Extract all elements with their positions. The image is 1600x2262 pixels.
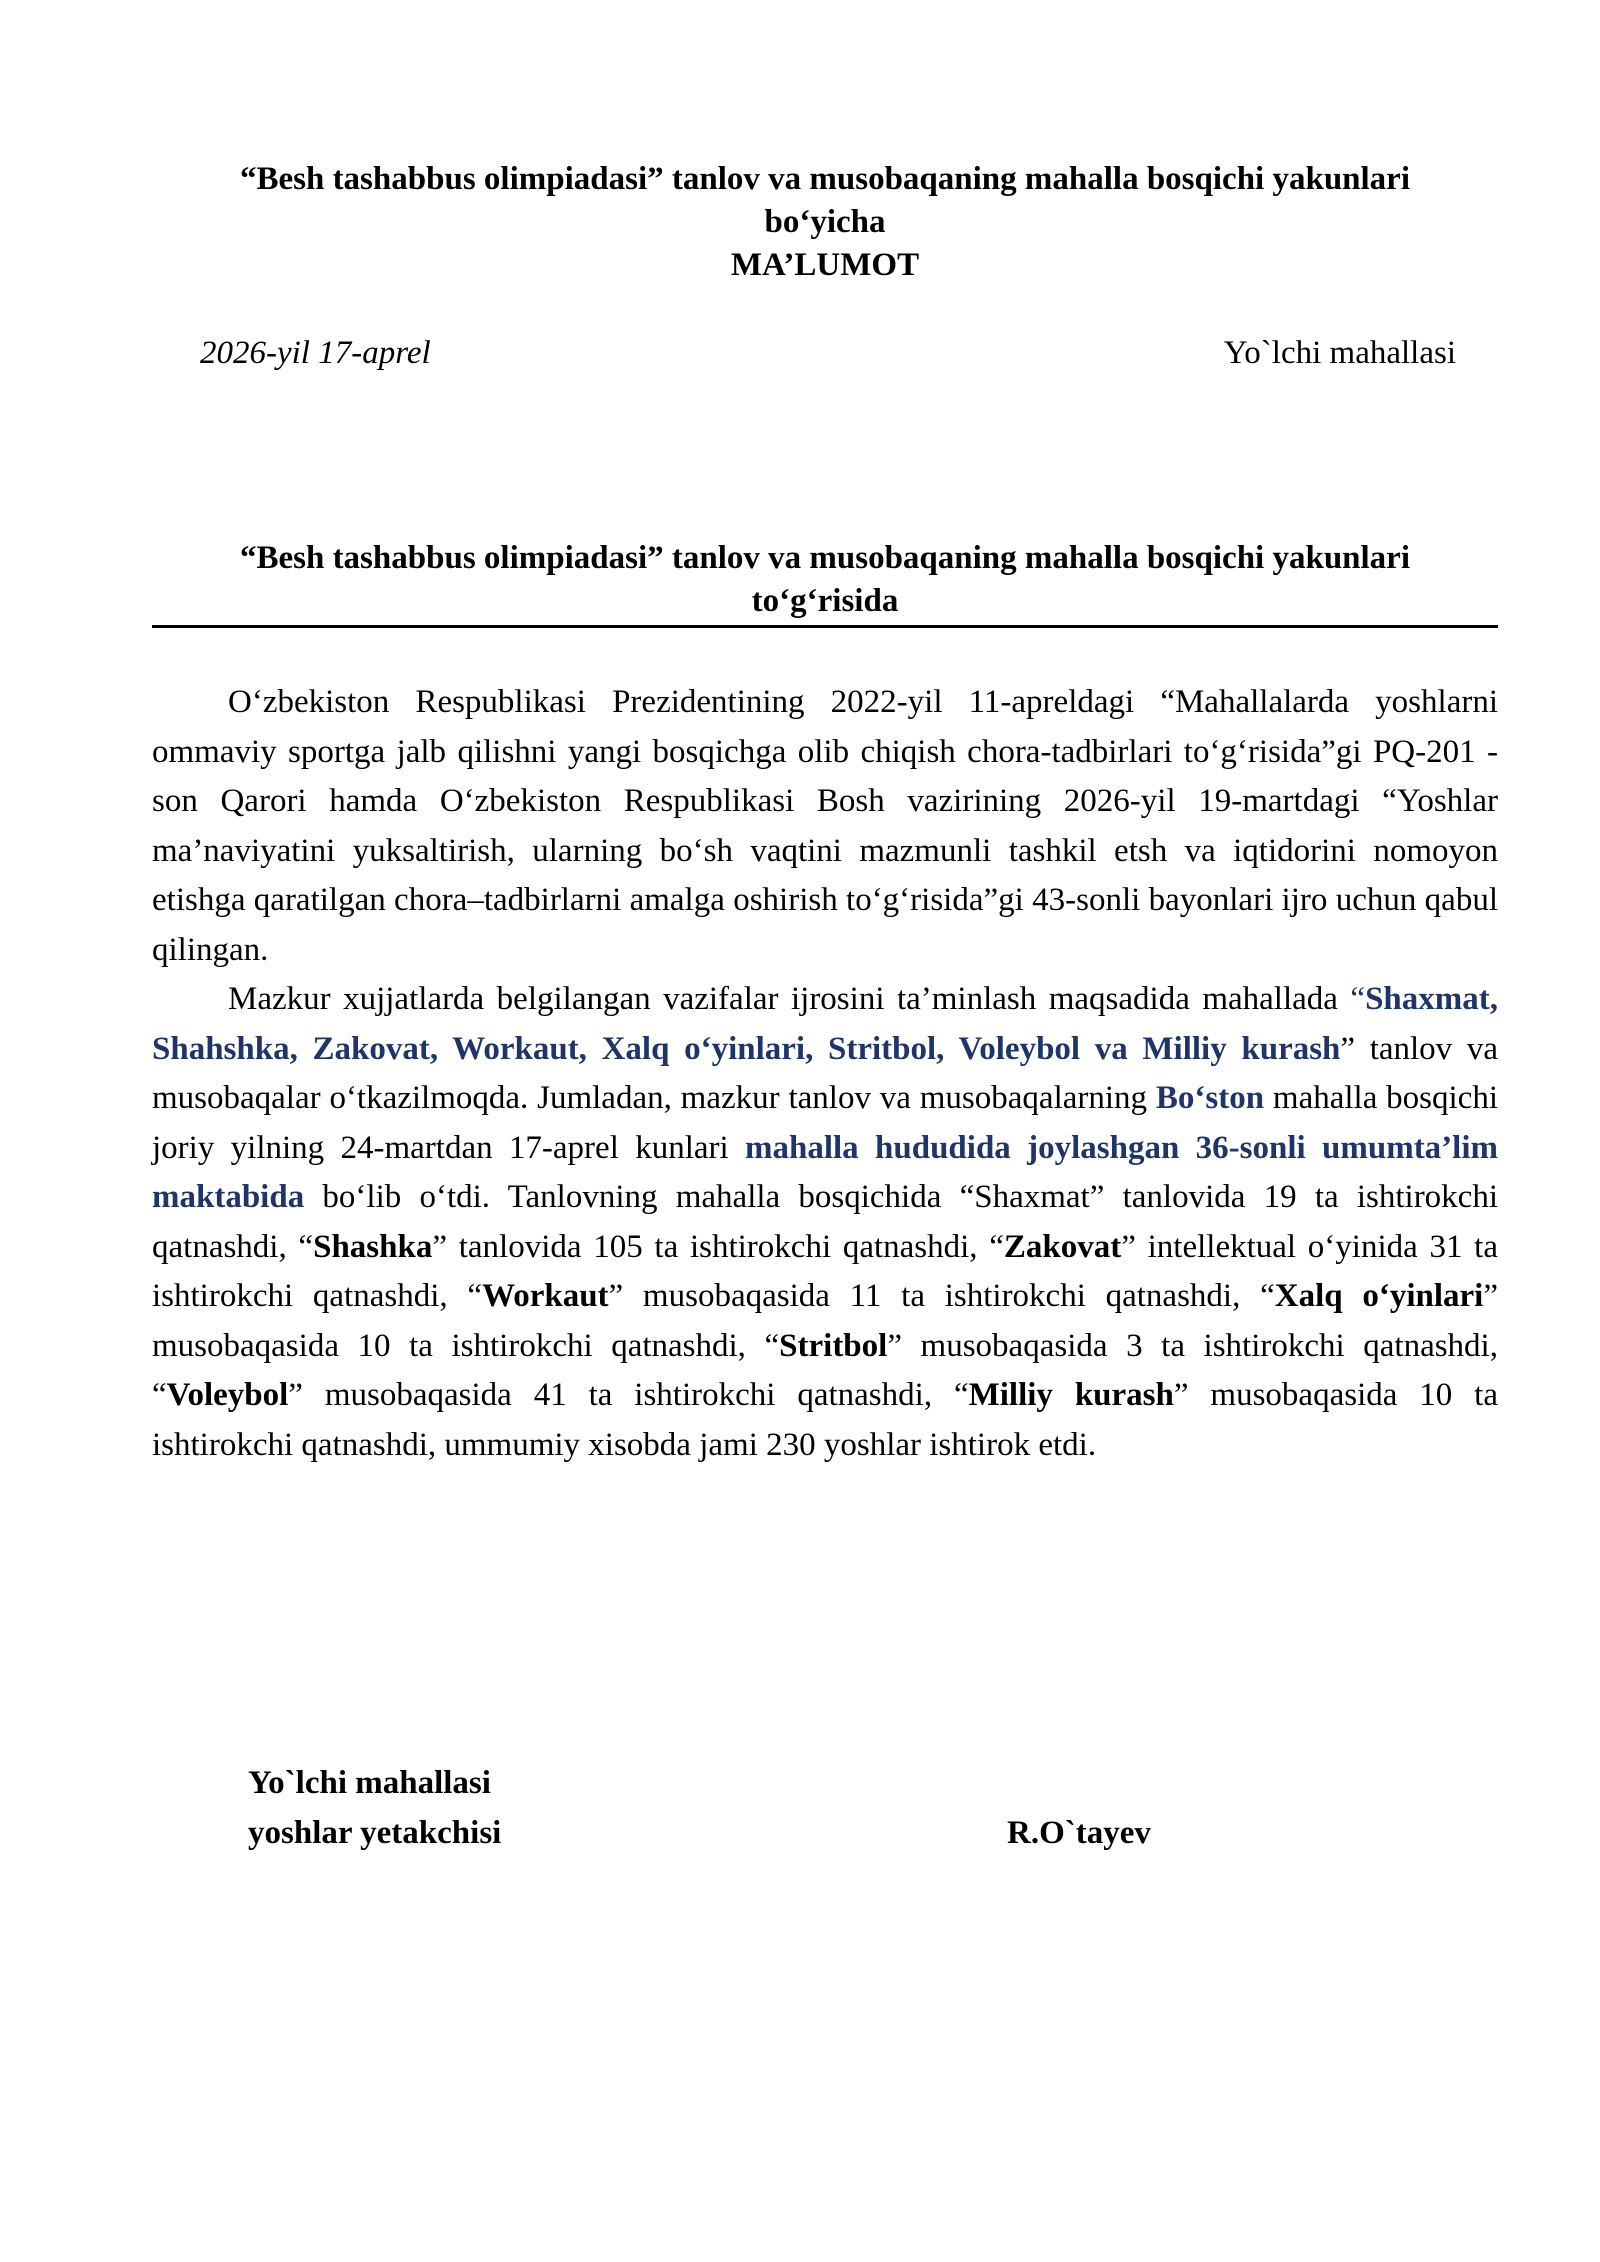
signatory-name: R.O`tayev	[1007, 1815, 1151, 1851]
p2-text-4: bo‘lib o‘tdi. Tanlovning mahalla bosqichida “Shaxmat” tanlovida 19 ta ishtirokchi qatnashdi, “	[152, 1179, 1498, 1265]
venue-name: mahalla hududida joylashgan 36-sonli umumta’lim maktabida	[152, 1129, 1498, 1215]
document-place: Yo`lchi mahallasi	[1223, 335, 1456, 371]
p2-text-1: Mazkur xujjatlarda belgilangan vazifalar ijrosini ta’minlash maqsadida mahallada	[228, 981, 1351, 1017]
competition-stritbol: Stritbol	[779, 1327, 888, 1364]
p2-text-5: ” tanlovida 105 ta ishtirokchi qatnashdi, “	[432, 1228, 1004, 1265]
p2-text-11: ” musobaqasida 10 ta ishtirokchi qatnashdi, ummumiy xisobda jami 230 yoshlar ishtirok etdi.	[152, 1377, 1498, 1463]
competition-voleybol: Voleybol	[166, 1377, 289, 1413]
title-line-3: MA’LUMOT	[730, 247, 920, 283]
p2-text-6: ” intellektual o‘yinida 31 ta ishtirokchi qatnashdi, “	[152, 1228, 1498, 1314]
p2-text-8: ” musobaqasida 10 ta ishtirokchi qatnashdi, “	[152, 1278, 1498, 1364]
document-date: 2026-yil 17-aprel	[200, 335, 431, 371]
competition-workaut: Workaut	[482, 1278, 609, 1314]
p2-text-9: ” musobaqasida 3 ta ishtirokchi qatnashdi, “	[152, 1327, 1498, 1413]
subject-line-1: “Besh tashabbus olimpiadasi” tanlov va musobaqaning mahalla bosqichi yakunlari	[239, 540, 1411, 576]
signatory-position	[248, 1758, 501, 1858]
p2-text-7: ” musobaqasida 11 ta ishtirokchi qatnashdi, “	[608, 1278, 1275, 1314]
p2-open-quote: “	[1350, 981, 1366, 1017]
paragraph-2	[152, 975, 1498, 1470]
subject-line-2: to‘g‘risida	[751, 583, 899, 619]
title-line-1: “Besh tashabbus olimpiadasi” tanlov va musobaqaning mahalla bosqichi yakunlari	[239, 161, 1411, 197]
signatory-position-line-2: yoshlar yetakchisi	[248, 1815, 502, 1851]
title-line-2: bo‘yicha	[764, 204, 886, 240]
signatory-position-line-1: Yo`lchi mahallasi	[248, 1765, 491, 1801]
document-title	[150, 158, 1500, 287]
district-name: Bo‘ston	[1155, 1080, 1265, 1116]
competition-zakovat: Zakovat	[1003, 1228, 1122, 1265]
paragraph-1: O‘zbekiston Respublikasi Prezidentining 2022-yil 11-apreldagi “Mahallalarda yoshlarni ommaviy sportga jalb qilishni yangi bosqichga olib chiqish chora-tadbirlari to‘g‘risida”gi PQ-201 - son Qarori hamda O‘zbekiston Respublikasi Bosh vazirining 2026-yil 19-martdagi “Yoshlar ma’naviyatini yuksaltirish, ularning bo‘sh vaqtini mazmunli tashkil etsh va iqtidorini nomoyon etishga qaratilgan chora–tadbirlarni amalga oshirish to‘g‘risida”gi 43-sonli bayonlari ijro uchun qabul qilingan.	[152, 684, 1498, 968]
competition-xalq: Xalq o‘yinlari	[1274, 1278, 1484, 1314]
p2-text-3: mahalla bosqichi joriy yilning 24-martdan 17-aprel kunlari	[152, 1080, 1498, 1166]
competition-milliy-kurash: Milliy kurash	[968, 1377, 1174, 1413]
competitions-list: Shaxmat, Shahshka, Zakovat, Workaut, Xalq o‘yinlari, Stritbol, Voleybol va Milliy kurash	[152, 981, 1498, 1067]
competition-shashka: Shashka	[313, 1228, 433, 1265]
heading-underline	[152, 625, 1498, 628]
p2-text-10: ” musobaqasida 41 ta ishtirokchi qatnashdi, “	[288, 1377, 969, 1413]
p2-text-2: ” tanlov va musobaqalar o‘tkazilmoqda. Jumladan, mazkur tanlov va musobaqalarning	[152, 1030, 1498, 1116]
document-body	[152, 678, 1498, 1470]
subject-heading	[150, 537, 1500, 623]
